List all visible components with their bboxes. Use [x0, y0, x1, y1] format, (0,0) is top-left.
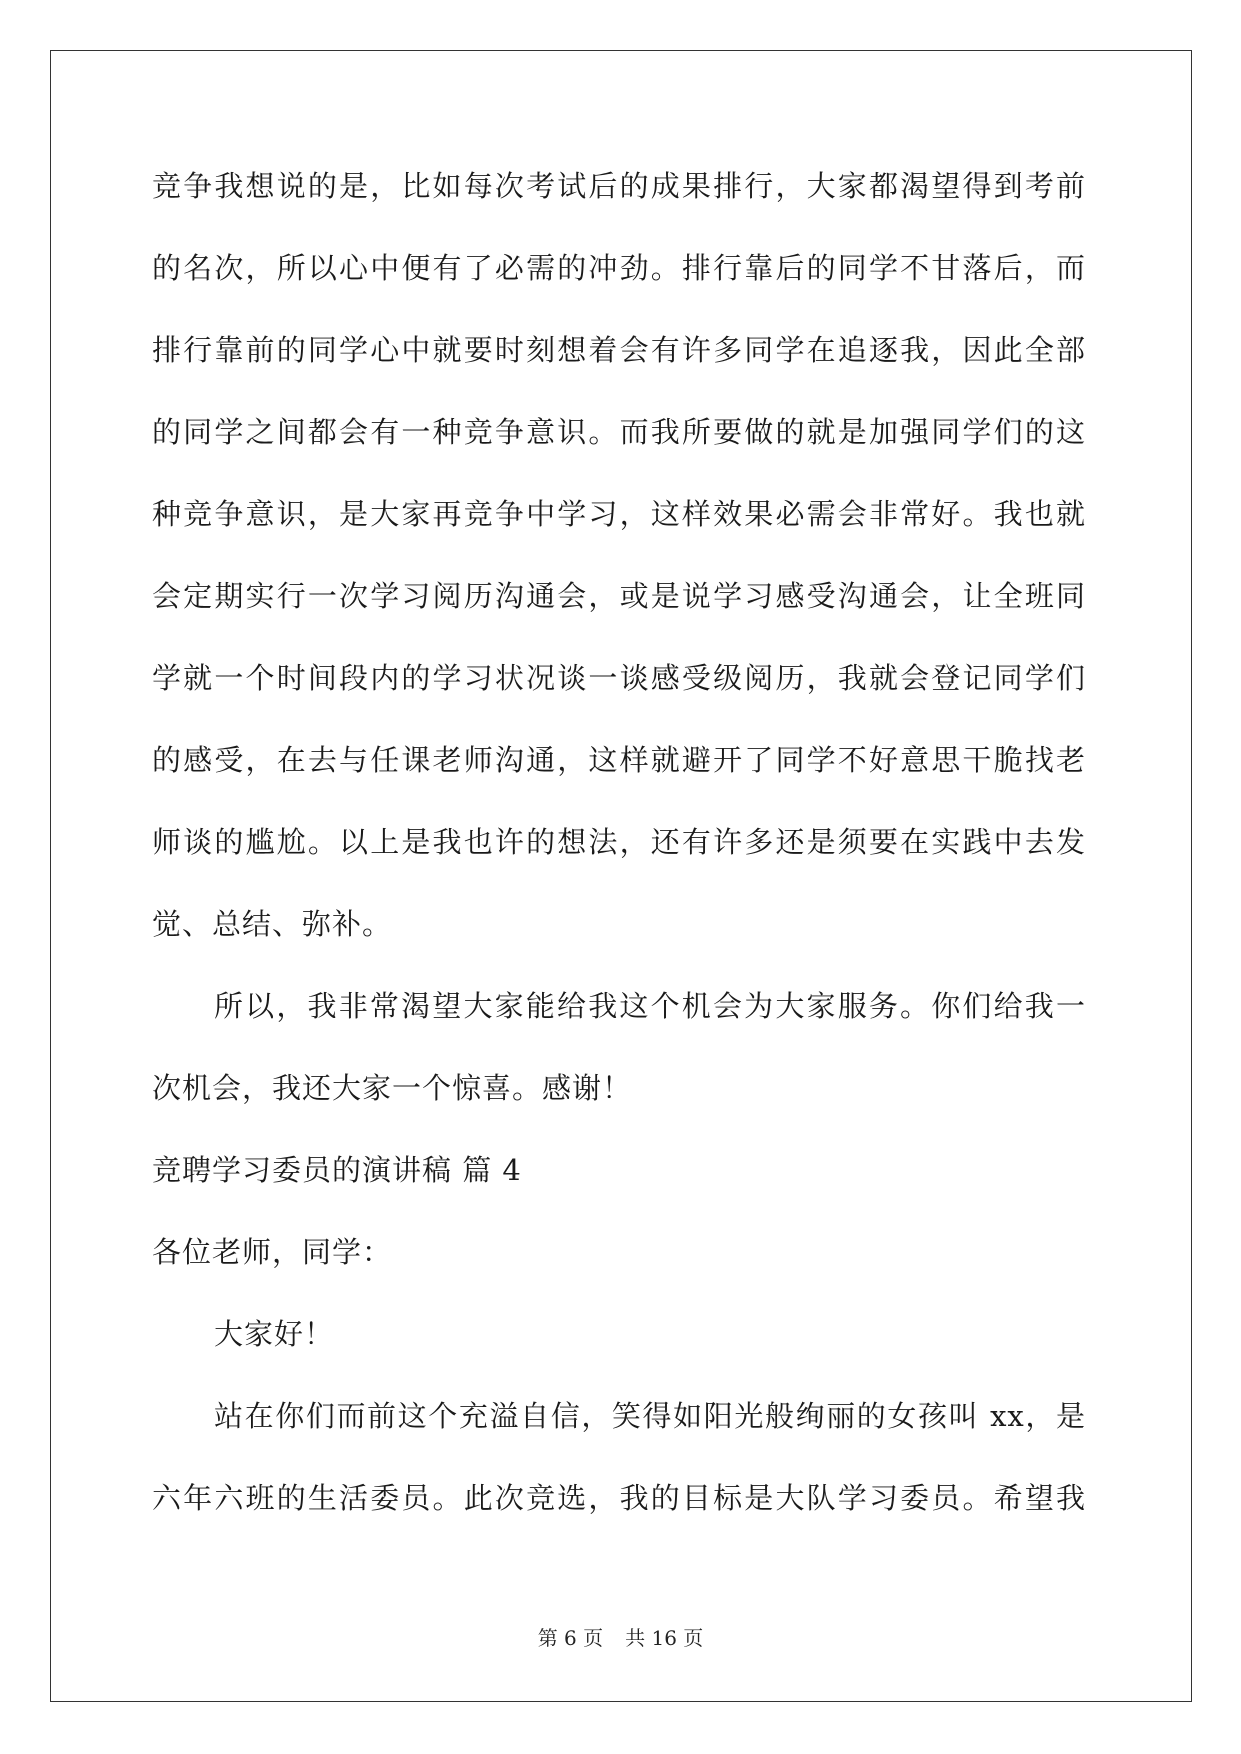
- paragraph-line: 的感受，在去与任课老师沟通，这样就避开了同学不好意思干脆找老: [152, 743, 1086, 777]
- paragraph-line: 所以，我非常渴望大家能给我这个机会为大家服务。你们给我一: [214, 989, 1086, 1023]
- greeting: 大家好！: [214, 1317, 335, 1351]
- paragraph-line: 六年六班的生活委员。此次竞选，我的目标是大队学习委员。希望我: [152, 1481, 1086, 1515]
- page-total: 共 16 页: [625, 1626, 704, 1650]
- paragraph-line: 站在你们而前这个充溢自信，笑得如阳光般绚丽的女孩叫 xx，是: [214, 1399, 1086, 1433]
- paragraph-line: 的名次，所以心中便有了必需的冲劲。排行靠后的同学不甘落后，而: [152, 251, 1086, 285]
- paragraph-line: 次机会，我还大家一个惊喜。感谢！: [152, 1071, 633, 1105]
- paragraph-line: 排行靠前的同学心中就要时刻想着会有许多同学在追逐我，因此全部: [152, 333, 1086, 367]
- paragraph-line: 的同学之间都会有一种竞争意识。而我所要做的就是加强同学们的这: [152, 415, 1086, 449]
- section-heading: 竞聘学习委员的演讲稿 篇 4: [152, 1153, 522, 1187]
- paragraph-line: 觉、总结、弥补。: [152, 907, 393, 941]
- salutation: 各位老师，同学：: [152, 1235, 393, 1269]
- document-body: [152, 160, 1086, 1554]
- page-number: 第 6 页: [537, 1626, 604, 1650]
- paragraph-line: 种竞争意识，是大家再竞争中学习，这样效果必需会非常好。我也就: [152, 497, 1086, 531]
- paragraph-line: 竞争我想说的是，比如每次考试后的成果排行，大家都渴望得到考前: [152, 169, 1086, 203]
- paragraph-line: 师谈的尴尬。以上是我也许的想法，还有许多还是须要在实践中去发: [152, 825, 1086, 859]
- paragraph-line: 学就一个时间段内的学习状况谈一谈感受级阅历，我就会登记同学们: [152, 661, 1086, 695]
- paragraph-line: 会定期实行一次学习阅历沟通会，或是说学习感受沟通会，让全班同: [152, 579, 1086, 613]
- page-footer: [0, 1624, 1241, 1652]
